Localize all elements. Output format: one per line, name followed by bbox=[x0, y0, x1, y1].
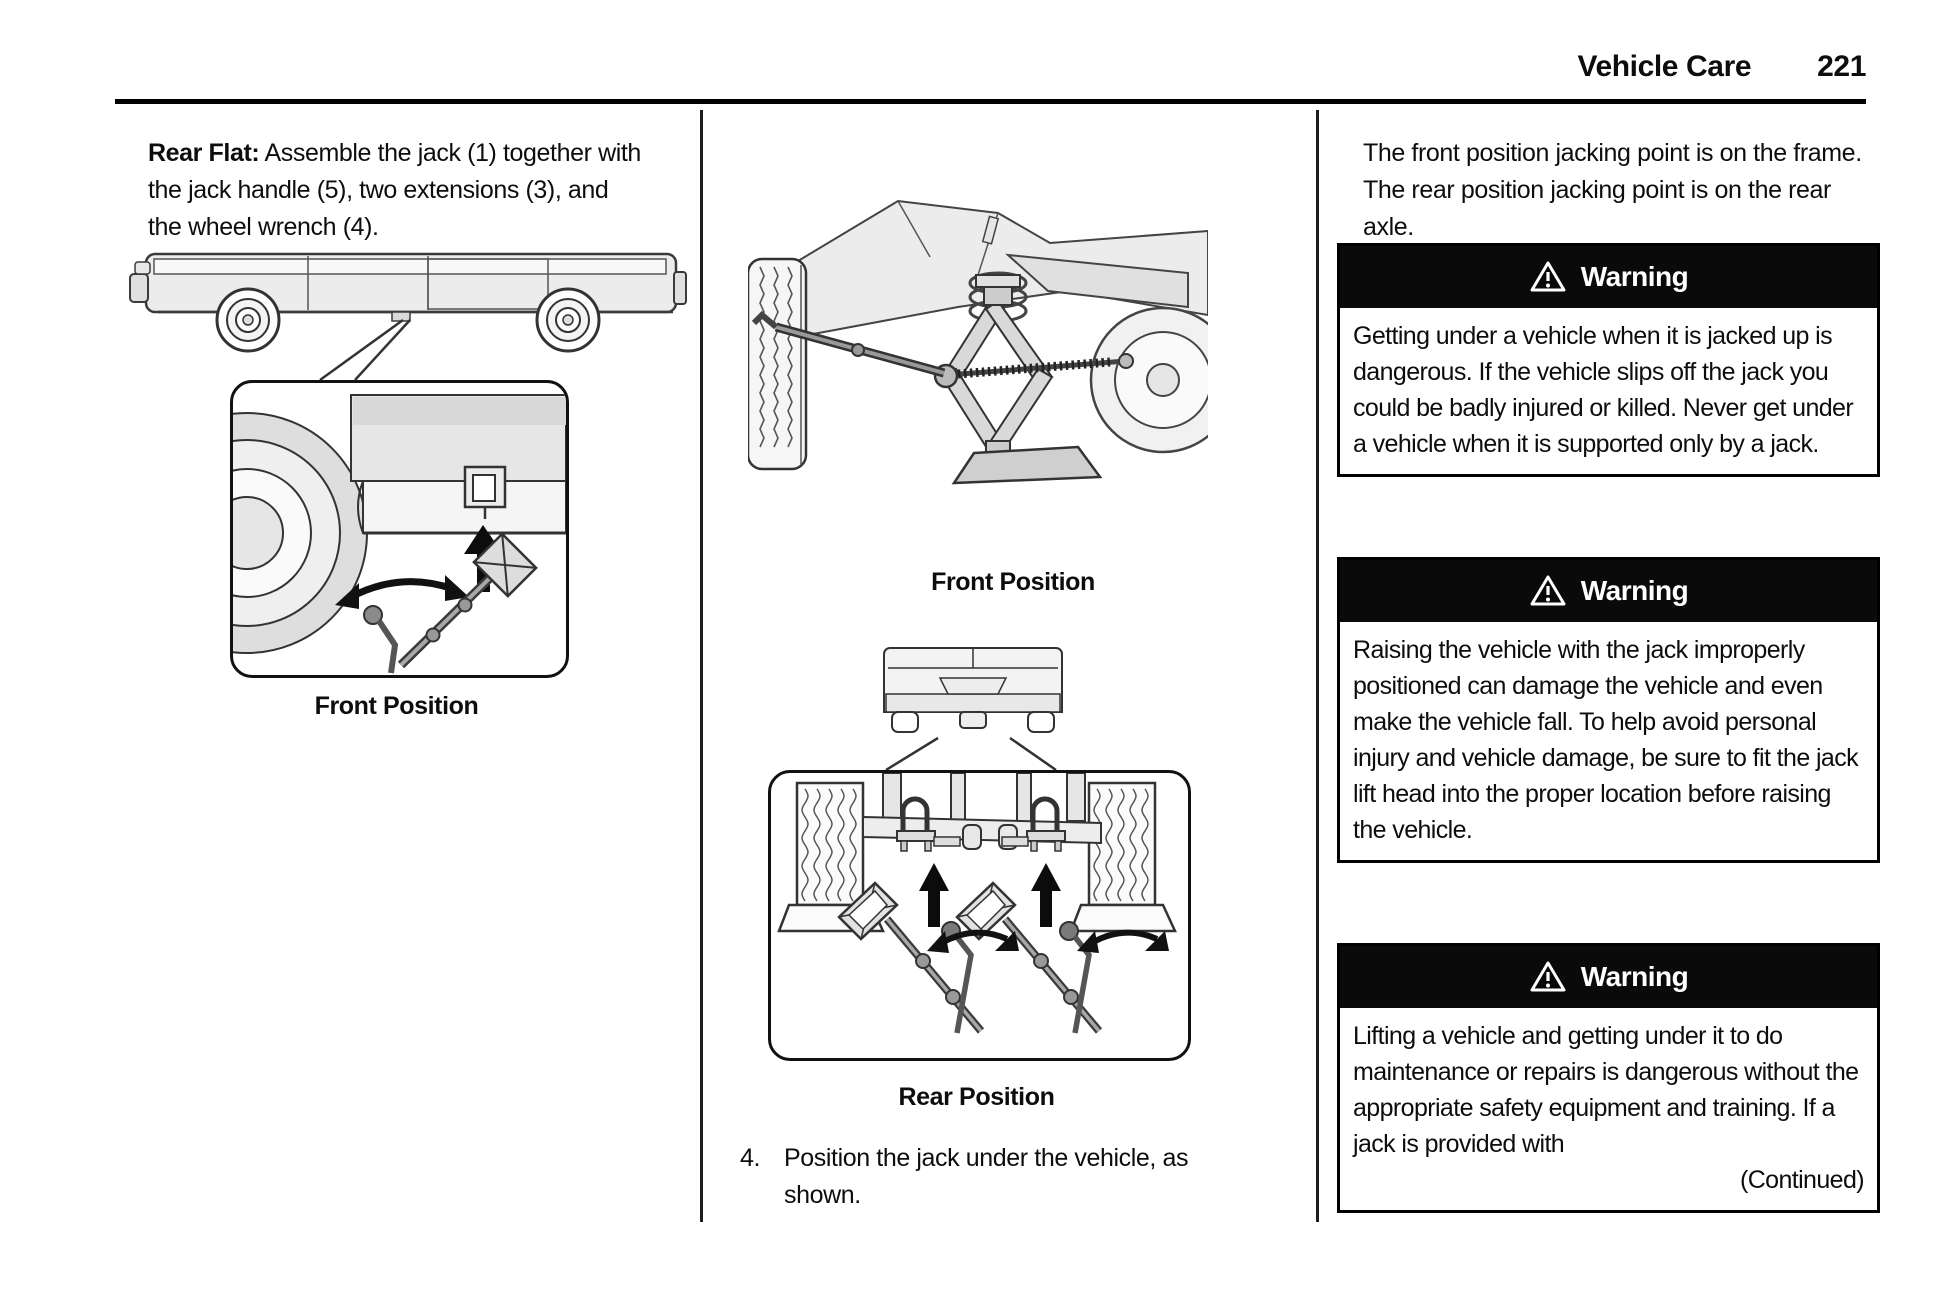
warning-triangle-icon bbox=[1529, 960, 1567, 994]
rear-flat-paragraph bbox=[148, 135, 648, 246]
warning-box-3 bbox=[1337, 943, 1880, 1213]
warning-text: Lifting a vehicle and getting under it to do maintenance or repairs is dangerous without the appropriate safety equipment and training. If a jack is provided with bbox=[1353, 1022, 1859, 1158]
warning-box-2 bbox=[1337, 557, 1880, 863]
warning-body: Getting under a vehicle when it is jacked up is dangerous. If the vehicle slips off the jack you could be badly injured or killed. Never get under a vehicle when it is supported only by a jack. bbox=[1353, 322, 1854, 458]
warning-body bbox=[1340, 1008, 1877, 1210]
warning-body: Raising the vehicle with the jack improperly positioned can damage the vehicle and even make the vehicle fall. To help avoid personal injury and vehicle damage, be sure to fit the jack lift head into the proper location before raising the vehicle. bbox=[1353, 636, 1859, 844]
column-divider-right bbox=[1316, 110, 1319, 1222]
step-text: Position the jack under the vehicle, as shown. bbox=[784, 1144, 1189, 1209]
warning-header bbox=[1340, 946, 1877, 1008]
right-rear-tire bbox=[1071, 783, 1175, 931]
warning-title: Warning bbox=[1580, 261, 1689, 292]
page-title: Vehicle Care bbox=[1577, 50, 1752, 83]
step-4-item bbox=[740, 1140, 1260, 1214]
warning-triangle-icon bbox=[1529, 260, 1567, 294]
front-wheel bbox=[217, 289, 279, 351]
left-tire bbox=[748, 259, 806, 469]
jack-assembly-right bbox=[957, 883, 1099, 1033]
warning-box-1 bbox=[1337, 243, 1880, 477]
rear-flat-lead: Rear Flat: bbox=[148, 139, 260, 167]
continued-label: (Continued) bbox=[1739, 1166, 1864, 1194]
rear-flat-text: Assemble the jack (1) together with the jack handle (5), two extensions (3), and the wheel wrench (4). bbox=[148, 139, 641, 241]
rear-wheel bbox=[537, 289, 599, 351]
caption-rear-position: Rear Position bbox=[898, 1083, 1055, 1111]
rear-jack-point-inset bbox=[768, 770, 1191, 1061]
up-arrow-right bbox=[1031, 863, 1061, 927]
up-arrow-left bbox=[919, 863, 949, 927]
rotate-arrow-right bbox=[1077, 931, 1169, 953]
warning-title: Warning bbox=[1580, 961, 1689, 992]
step-number: 4. bbox=[740, 1144, 761, 1172]
front-position-jack-illustration bbox=[748, 195, 1208, 487]
page-number: 221 bbox=[1817, 50, 1866, 83]
warning-header bbox=[1340, 246, 1877, 308]
warning-triangle-icon bbox=[1529, 574, 1567, 608]
rear-axle-assembly bbox=[863, 773, 1101, 851]
caption-front-position-left: Front Position bbox=[314, 692, 479, 720]
callout-lines-rear-inset bbox=[860, 736, 1100, 772]
warning-title: Warning bbox=[1580, 575, 1689, 606]
column-divider-left bbox=[700, 110, 703, 1222]
van-rear-view-illustration bbox=[878, 642, 1068, 738]
front-jack-point-illustration bbox=[233, 383, 566, 675]
rotate-arrow-left bbox=[927, 931, 1019, 953]
page-header bbox=[115, 50, 1866, 84]
caption-front-position-middle: Front Position bbox=[931, 568, 1095, 596]
front-jack-point-inset bbox=[230, 380, 569, 678]
jacking-point-paragraph: The front position jacking point is on the frame. The rear position jacking point is on the rear axle. bbox=[1363, 139, 1862, 241]
jack-handle-and-wrench bbox=[364, 534, 536, 673]
warning-header bbox=[1340, 560, 1877, 622]
rear-jack-point-illustration bbox=[771, 773, 1188, 1058]
header-rule bbox=[115, 99, 1866, 104]
jack-assembly-left bbox=[839, 883, 981, 1033]
callout-lines-front-inset bbox=[310, 316, 420, 382]
